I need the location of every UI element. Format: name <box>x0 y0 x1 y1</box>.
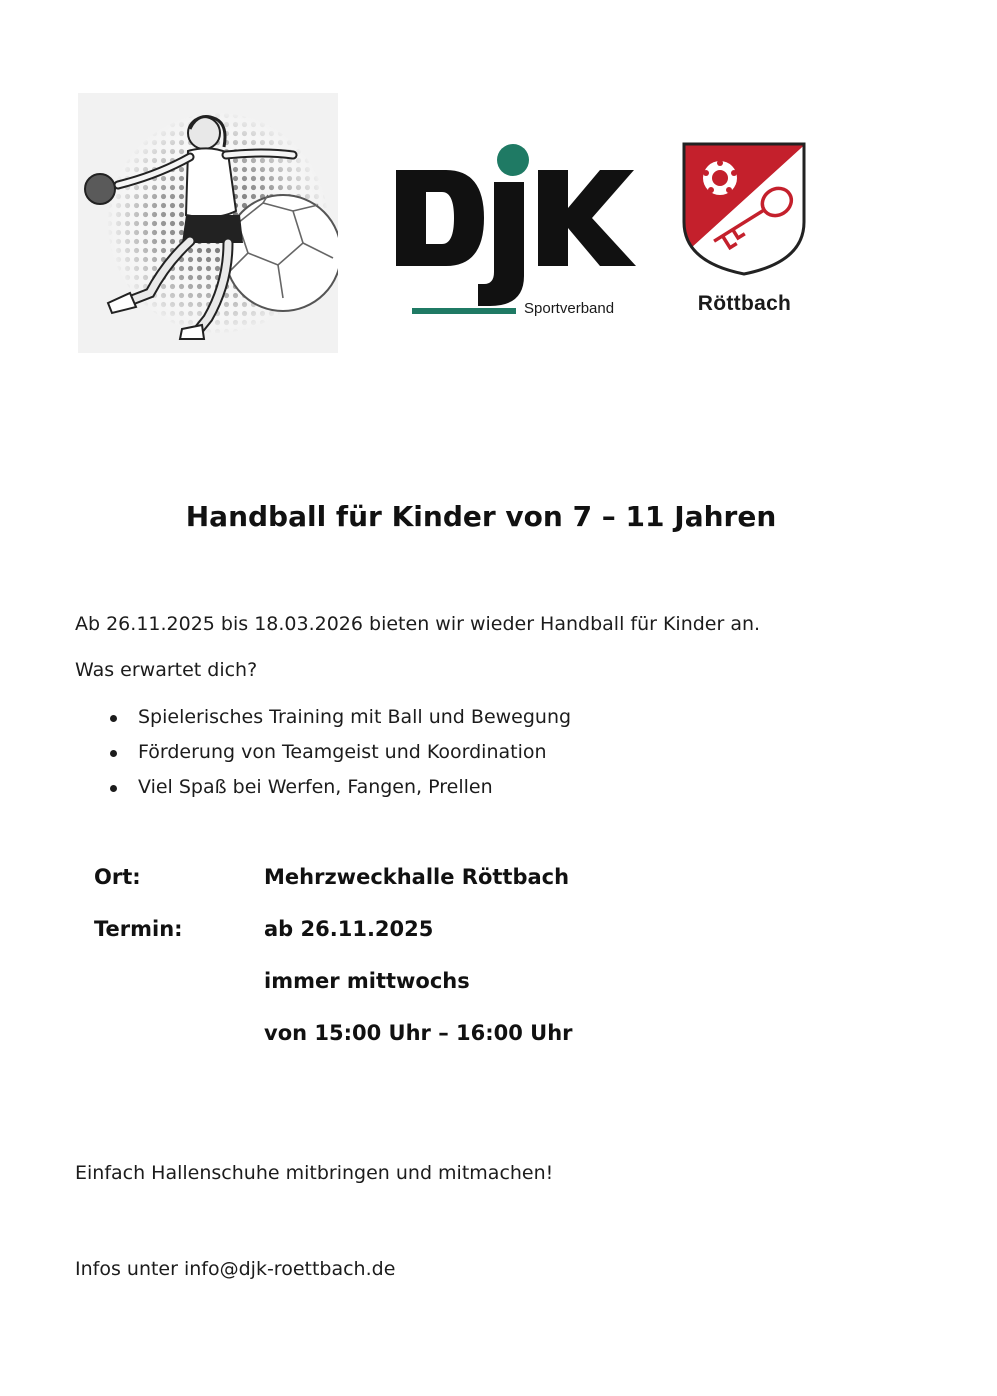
date-start: ab 26.11.2025 <box>264 917 434 941</box>
date-label: Termin: <box>94 917 183 941</box>
djk-subtitle: Sportverband <box>524 300 615 317</box>
intro-text: Ab 26.11.2025 bis 18.03.2026 bieten wir wieder Handball für Kinder an. <box>75 613 761 635</box>
handball-player-illustration <box>78 93 338 353</box>
bullet-icon <box>110 715 117 722</box>
list-item <box>108 741 571 776</box>
page-title: Handball für Kinder von 7 – 11 Jahren <box>185 500 777 533</box>
bullet-icon <box>110 785 117 792</box>
location-label: Ort: <box>94 865 141 889</box>
footer-contact: Infos unter info@djk-roettbach.de <box>75 1258 396 1280</box>
feature-list <box>108 706 571 811</box>
list-item-text: Spielerisches Training mit Ball und Bewegung <box>138 706 572 728</box>
list-item-text: Viel Spaß bei Werfen, Fangen, Prellen <box>138 776 493 798</box>
crest-name: Röttbach <box>697 292 792 315</box>
date-weekday: immer mittwochs <box>264 969 470 993</box>
list-item <box>108 776 571 811</box>
footer-note: Einfach Hallenschuhe mitbringen und mitmachen! <box>75 1162 554 1184</box>
question-text: Was erwartet dich? <box>75 659 258 681</box>
location-value: Mehrzweckhalle Röttbach <box>264 865 570 889</box>
date-time: von 15:00 Uhr – 16:00 Uhr <box>264 1021 573 1045</box>
bullet-icon <box>110 750 117 757</box>
list-item-text: Förderung von Teamgeist und Koordination <box>138 741 547 763</box>
list-item <box>108 706 571 741</box>
